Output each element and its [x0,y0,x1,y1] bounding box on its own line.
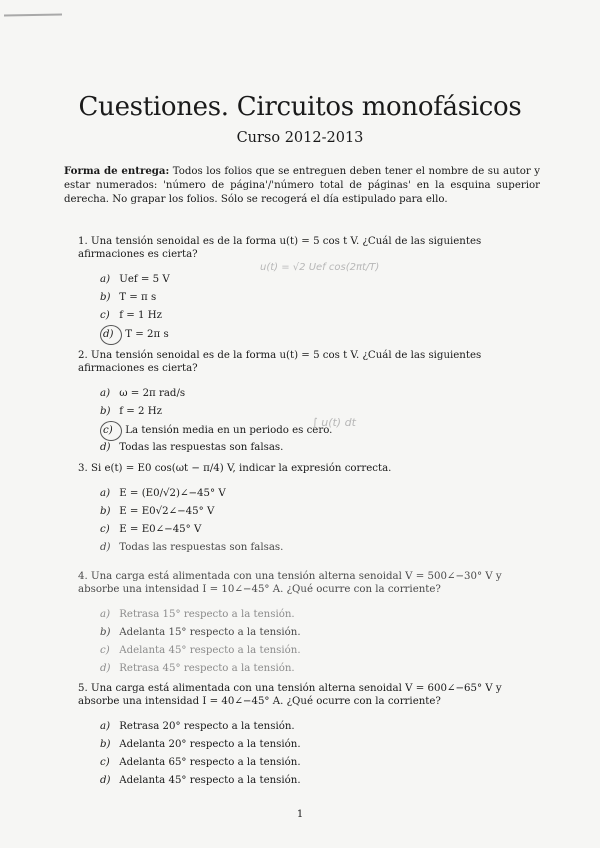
question-2-stem: 2. Una tensión senoidal es de la forma u(t) = 5 cos t V. ¿Cuál de las siguientes afirmaciones es cierta? [78,350,482,374]
circled-answer-mark: d) [100,325,122,345]
option-5a[interactable]: a) Retrasa 20° respecto a la tensión. [100,721,295,732]
question-5-stem: 5. Una carga está alimentada con una tensión alterna senoidal V = 600∠−65° V y absorbe una intensidad I = 40∠−45° A. ¿Qué ocurre con la corriente? [78,683,502,707]
question-5 [78,682,538,790]
question-5-options [78,718,538,790]
question-1-stem: 1. Una tensión senoidal es de la forma u(t) = 5 cos t V. ¿Cuál de las siguientes afirmaciones es cierta? [78,236,482,260]
option-1c[interactable]: c) f = 1 Hz [100,310,163,321]
page-number: 1 [296,809,304,820]
delivery-instructions [64,164,540,207]
question-3-stem: 3. Si e(t) = E0 cos(ωt − π/4) V, indicar la expresión correcta. [78,463,392,474]
option-4b[interactable]: b) Adelanta 15° respecto a la tensión. [100,627,301,638]
question-3 [78,462,538,557]
option-2a[interactable]: a) ω = 2π rad/s [100,388,186,399]
option-3a[interactable]: a) E = (E0/√2)∠−45° V [100,488,226,499]
question-4-stem: 4. Una carga está alimentada con una tensión alterna senoidal V = 500∠−30° V y absorbe una intensidad I = 10∠−45° A. ¿Qué ocurre con la corriente? [78,571,502,595]
page-title: Cuestiones. Circuitos monofásicos [78,92,522,122]
option-5c[interactable]: c) Adelanta 65° respecto a la tensión. [100,757,301,768]
question-4 [78,570,538,678]
question-3-options [78,485,538,557]
handwritten-note-1: u(t) = √2 Uef cos(2πt/T) [260,262,380,273]
option-5b[interactable]: b) Adelanta 20° respecto a la tensión. [100,739,301,750]
option-1a[interactable]: a) Uef = 5 V [100,274,170,285]
question-1 [78,235,538,343]
option-1b[interactable]: b) T = π s [100,292,157,303]
question-2 [78,349,538,457]
delivery-text: Todos los folios que se entreguen deben tener el nombre de su autor y estar numerados: 'número de página'/'número total de páginas' en la esquina superior derecha. No grapar los folios. Sólo se recogerá el día estipulado para ello. [64,166,540,205]
option-2c[interactable]: c) La tensión media en un periodo es cero. [100,421,538,439]
option-4c[interactable]: c) Adelanta 45° respecto a la tensión. [100,645,301,656]
option-5d[interactable]: d) Adelanta 45° respecto a la tensión. [100,775,301,786]
option-1d[interactable]: d) T = 2π s [100,325,538,343]
circled-answer-mark: c) [100,421,122,441]
question-1-options [78,271,538,343]
question-4-options [78,606,538,678]
option-2d[interactable]: d) Todas las respuestas son falsas. [100,442,284,453]
option-3c[interactable]: c) E = E0∠−45° V [100,524,202,535]
course-subtitle: Curso 2012-2013 [236,130,364,146]
corner-scribble [4,13,62,16]
delivery-label: Forma de entrega: [64,165,170,177]
option-2b[interactable]: b) f = 2 Hz [100,406,163,417]
handwritten-note-2: ∫ u(t) dt [312,416,356,429]
option-4d[interactable]: d) Retrasa 45° respecto a la tensión. [100,663,295,674]
question-2-options [78,385,538,457]
option-3b[interactable]: b) E = E0√2∠−45° V [100,506,215,517]
option-3d[interactable]: d) Todas las respuestas son falsas. [100,542,284,553]
option-4a[interactable]: a) Retrasa 15° respecto a la tensión. [100,609,295,620]
